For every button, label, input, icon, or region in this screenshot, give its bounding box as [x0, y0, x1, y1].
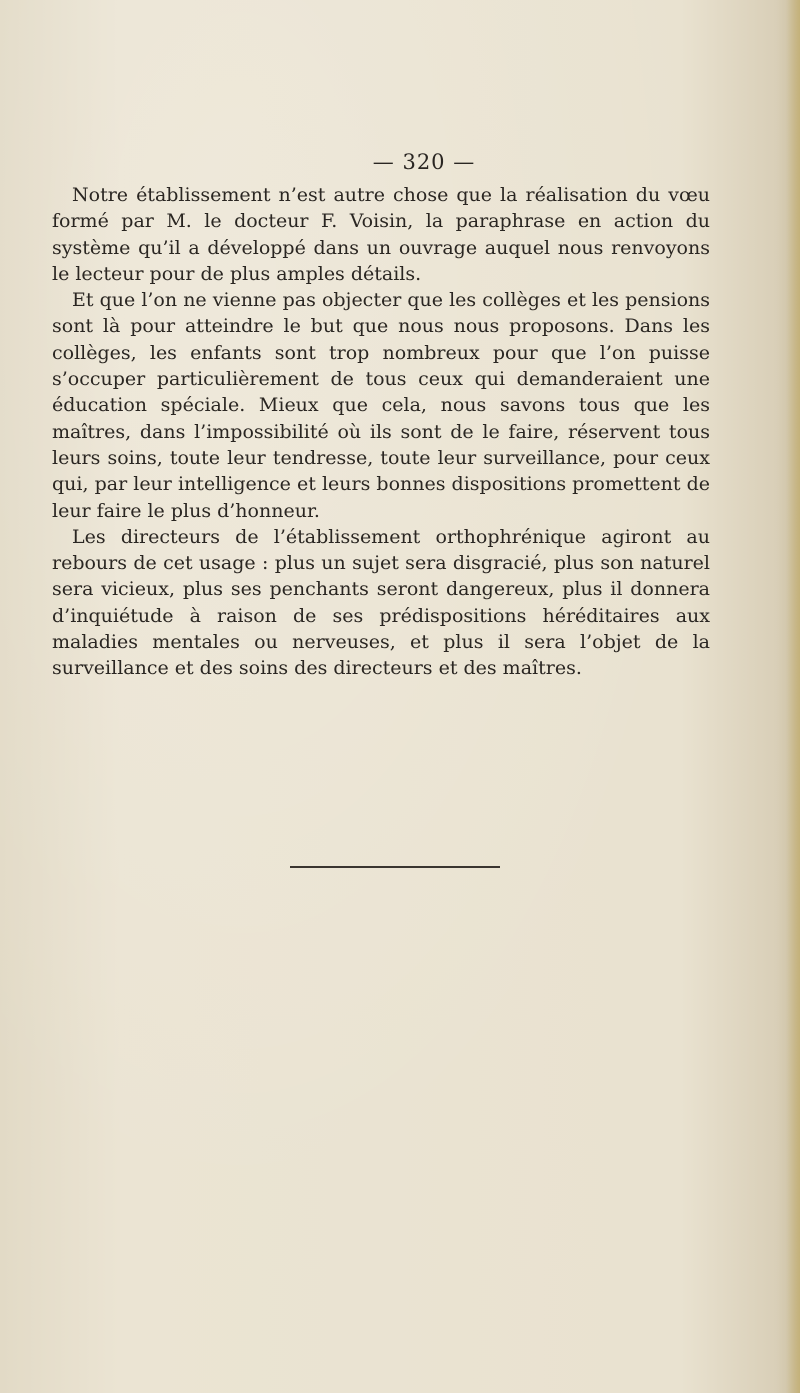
- body-text: [52, 182, 710, 682]
- section-divider-rule: [290, 866, 500, 868]
- page-number: — 320 —: [372, 150, 476, 174]
- paragraph-2: Et que l’on ne vienne pas objecter que les collèges et les pensions sont là pour atteindre le but que nous nous proposons. Dans les collèges, les enfants sont trop nombreux pour que l’on puisse s’occuper particulièrement de tous ceux qui demanderaient une éducation spéciale. Mieux que cela, nous savons tous que les maîtres, dans l’impossibilité où ils sont de le faire, réservent tous leurs soins, toute leur tendresse, toute leur surveillance, pour ceux qui, par leur intelligence et leurs bonnes dispositions promettent de leur faire le plus d’honneur.: [52, 289, 710, 522]
- paragraph-1: Notre établissement n’est autre chose que la réalisation du vœu formé par M. le docteur F. Voisin, la paraphrase en action du système qu’il a développé dans un ouvrage auquel nous renvoyons le lecteur pour de plus amples détails.: [52, 184, 710, 285]
- page-edge-shadow: [786, 0, 800, 1393]
- paragraph-3: Les directeurs de l’établissement orthophrénique agiront au rebours de cet usage : plus un sujet sera disgracié, plus son naturel sera vicieux, plus ses penchants seront dangereux, plus il donnera d’inquiétude à raison de ses prédispositions héréditaires aux maladies mentales ou nerveuses, et plus il sera l’objet de la surveillance et des soins des directeurs et des maîtres.: [52, 525, 710, 680]
